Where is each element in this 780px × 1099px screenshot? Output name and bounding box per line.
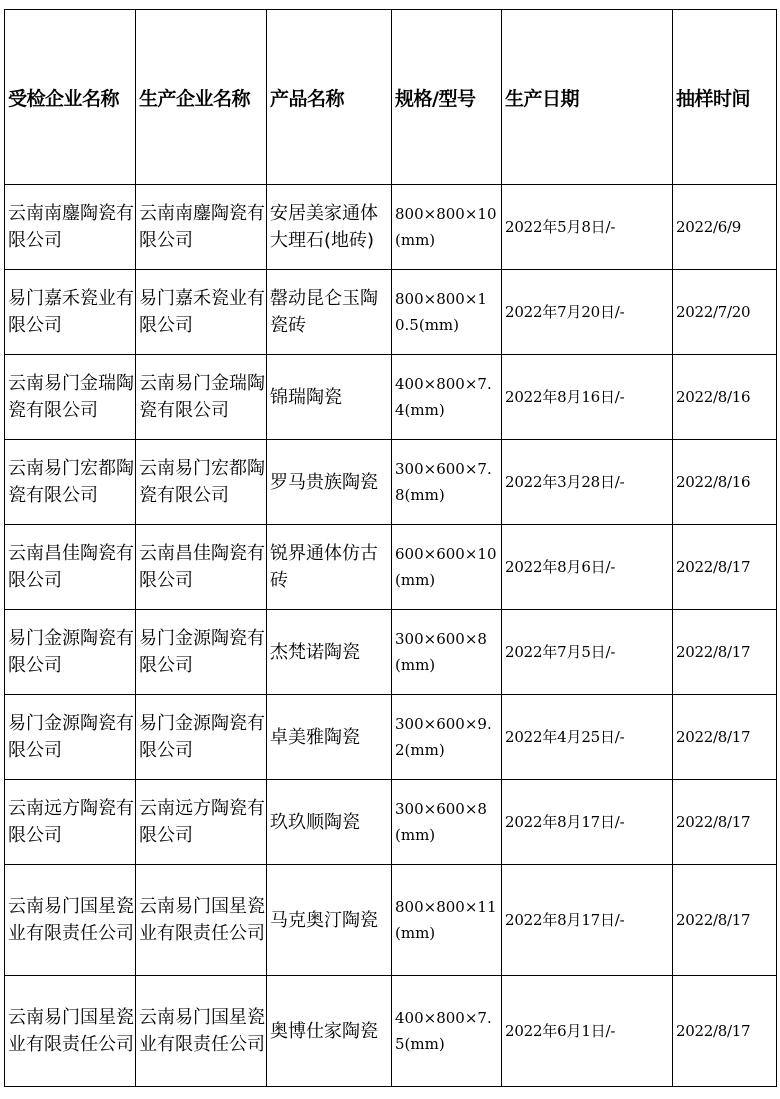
cell-production-date: 2022年7月5日/-	[502, 610, 673, 695]
table-row	[5, 440, 777, 525]
table-row	[5, 355, 777, 440]
cell-producer-company: 云南易门宏都陶瓷有限公司	[136, 440, 267, 525]
header-product-name: 产品名称	[267, 10, 392, 185]
table-row	[5, 865, 777, 976]
inspection-table	[4, 9, 777, 1087]
cell-spec-model: 300×600×8(mm)	[392, 610, 502, 695]
cell-inspected-company: 云南南鏖陶瓷有限公司	[5, 185, 136, 270]
table-row	[5, 185, 777, 270]
cell-sampling-time: 2022/8/17	[673, 525, 777, 610]
cell-sampling-time: 2022/6/9	[673, 185, 777, 270]
table-row	[5, 610, 777, 695]
cell-producer-company: 易门嘉禾瓷业有限公司	[136, 270, 267, 355]
cell-producer-company: 云南昌佳陶瓷有限公司	[136, 525, 267, 610]
cell-product-name: 锦瑞陶瓷	[267, 355, 392, 440]
cell-spec-model: 300×600×7.8(mm)	[392, 440, 502, 525]
table-row	[5, 976, 777, 1087]
cell-spec-model: 300×600×8(mm)	[392, 780, 502, 865]
cell-inspected-company: 易门嘉禾瓷业有限公司	[5, 270, 136, 355]
table-row	[5, 270, 777, 355]
header-producer-company: 生产企业名称	[136, 10, 267, 185]
cell-producer-company: 云南易门国星瓷业有限责任公司	[136, 865, 267, 976]
cell-production-date: 2022年8月6日/-	[502, 525, 673, 610]
cell-sampling-time: 2022/7/20	[673, 270, 777, 355]
cell-producer-company: 云南易门国星瓷业有限责任公司	[136, 976, 267, 1087]
cell-product-name: 罗马贵族陶瓷	[267, 440, 392, 525]
cell-spec-model: 400×800×7.4(mm)	[392, 355, 502, 440]
cell-spec-model: 300×600×9.2(mm)	[392, 695, 502, 780]
cell-production-date: 2022年3月28日/-	[502, 440, 673, 525]
cell-inspected-company: 云南易门国星瓷业有限责任公司	[5, 865, 136, 976]
cell-product-name: 玖玖顺陶瓷	[267, 780, 392, 865]
cell-producer-company: 易门金源陶瓷有限公司	[136, 695, 267, 780]
cell-inspected-company: 云南远方陶瓷有限公司	[5, 780, 136, 865]
header-inspected-company: 受检企业名称	[5, 10, 136, 185]
cell-spec-model: 800×800×10(mm)	[392, 185, 502, 270]
cell-sampling-time: 2022/8/17	[673, 610, 777, 695]
cell-spec-model: 800×800×11(mm)	[392, 865, 502, 976]
cell-production-date: 2022年8月17日/-	[502, 865, 673, 976]
header-row	[5, 10, 777, 185]
cell-product-name: 罄动昆仑玉陶瓷砖	[267, 270, 392, 355]
cell-producer-company: 云南易门金瑞陶瓷有限公司	[136, 355, 267, 440]
header-production-date: 生产日期	[502, 10, 673, 185]
header-sampling-time: 抽样时间	[673, 10, 777, 185]
cell-production-date: 2022年8月17日/-	[502, 780, 673, 865]
cell-producer-company: 云南南鏖陶瓷有限公司	[136, 185, 267, 270]
table-body	[5, 185, 777, 1087]
cell-inspected-company: 云南易门金瑞陶瓷有限公司	[5, 355, 136, 440]
cell-inspected-company: 云南易门宏都陶瓷有限公司	[5, 440, 136, 525]
cell-sampling-time: 2022/8/17	[673, 865, 777, 976]
cell-spec-model: 400×800×7.5(mm)	[392, 976, 502, 1087]
cell-production-date: 2022年7月20日/-	[502, 270, 673, 355]
cell-inspected-company: 易门金源陶瓷有限公司	[5, 610, 136, 695]
table-row	[5, 695, 777, 780]
cell-inspected-company: 云南易门国星瓷业有限责任公司	[5, 976, 136, 1087]
cell-production-date: 2022年6月1日/-	[502, 976, 673, 1087]
cell-production-date: 2022年5月8日/-	[502, 185, 673, 270]
table-row	[5, 525, 777, 610]
cell-inspected-company: 云南昌佳陶瓷有限公司	[5, 525, 136, 610]
cell-spec-model: 800×800×10.5(mm)	[392, 270, 502, 355]
cell-sampling-time: 2022/8/17	[673, 695, 777, 780]
cell-sampling-time: 2022/8/16	[673, 440, 777, 525]
cell-product-name: 锐界通体仿古砖	[267, 525, 392, 610]
table-row	[5, 780, 777, 865]
cell-sampling-time: 2022/8/17	[673, 780, 777, 865]
cell-sampling-time: 2022/8/17	[673, 976, 777, 1087]
cell-product-name: 卓美雅陶瓷	[267, 695, 392, 780]
cell-production-date: 2022年4月25日/-	[502, 695, 673, 780]
cell-product-name: 安居美家通体大理石(地砖)	[267, 185, 392, 270]
cell-sampling-time: 2022/8/16	[673, 355, 777, 440]
cell-product-name: 马克奥汀陶瓷	[267, 865, 392, 976]
cell-inspected-company: 易门金源陶瓷有限公司	[5, 695, 136, 780]
cell-product-name: 奥博仕家陶瓷	[267, 976, 392, 1087]
header-spec-model: 规格/型号	[392, 10, 502, 185]
cell-producer-company: 易门金源陶瓷有限公司	[136, 610, 267, 695]
cell-production-date: 2022年8月16日/-	[502, 355, 673, 440]
table-header	[5, 10, 777, 185]
cell-product-name: 杰梵诺陶瓷	[267, 610, 392, 695]
cell-spec-model: 600×600×10(mm)	[392, 525, 502, 610]
cell-producer-company: 云南远方陶瓷有限公司	[136, 780, 267, 865]
